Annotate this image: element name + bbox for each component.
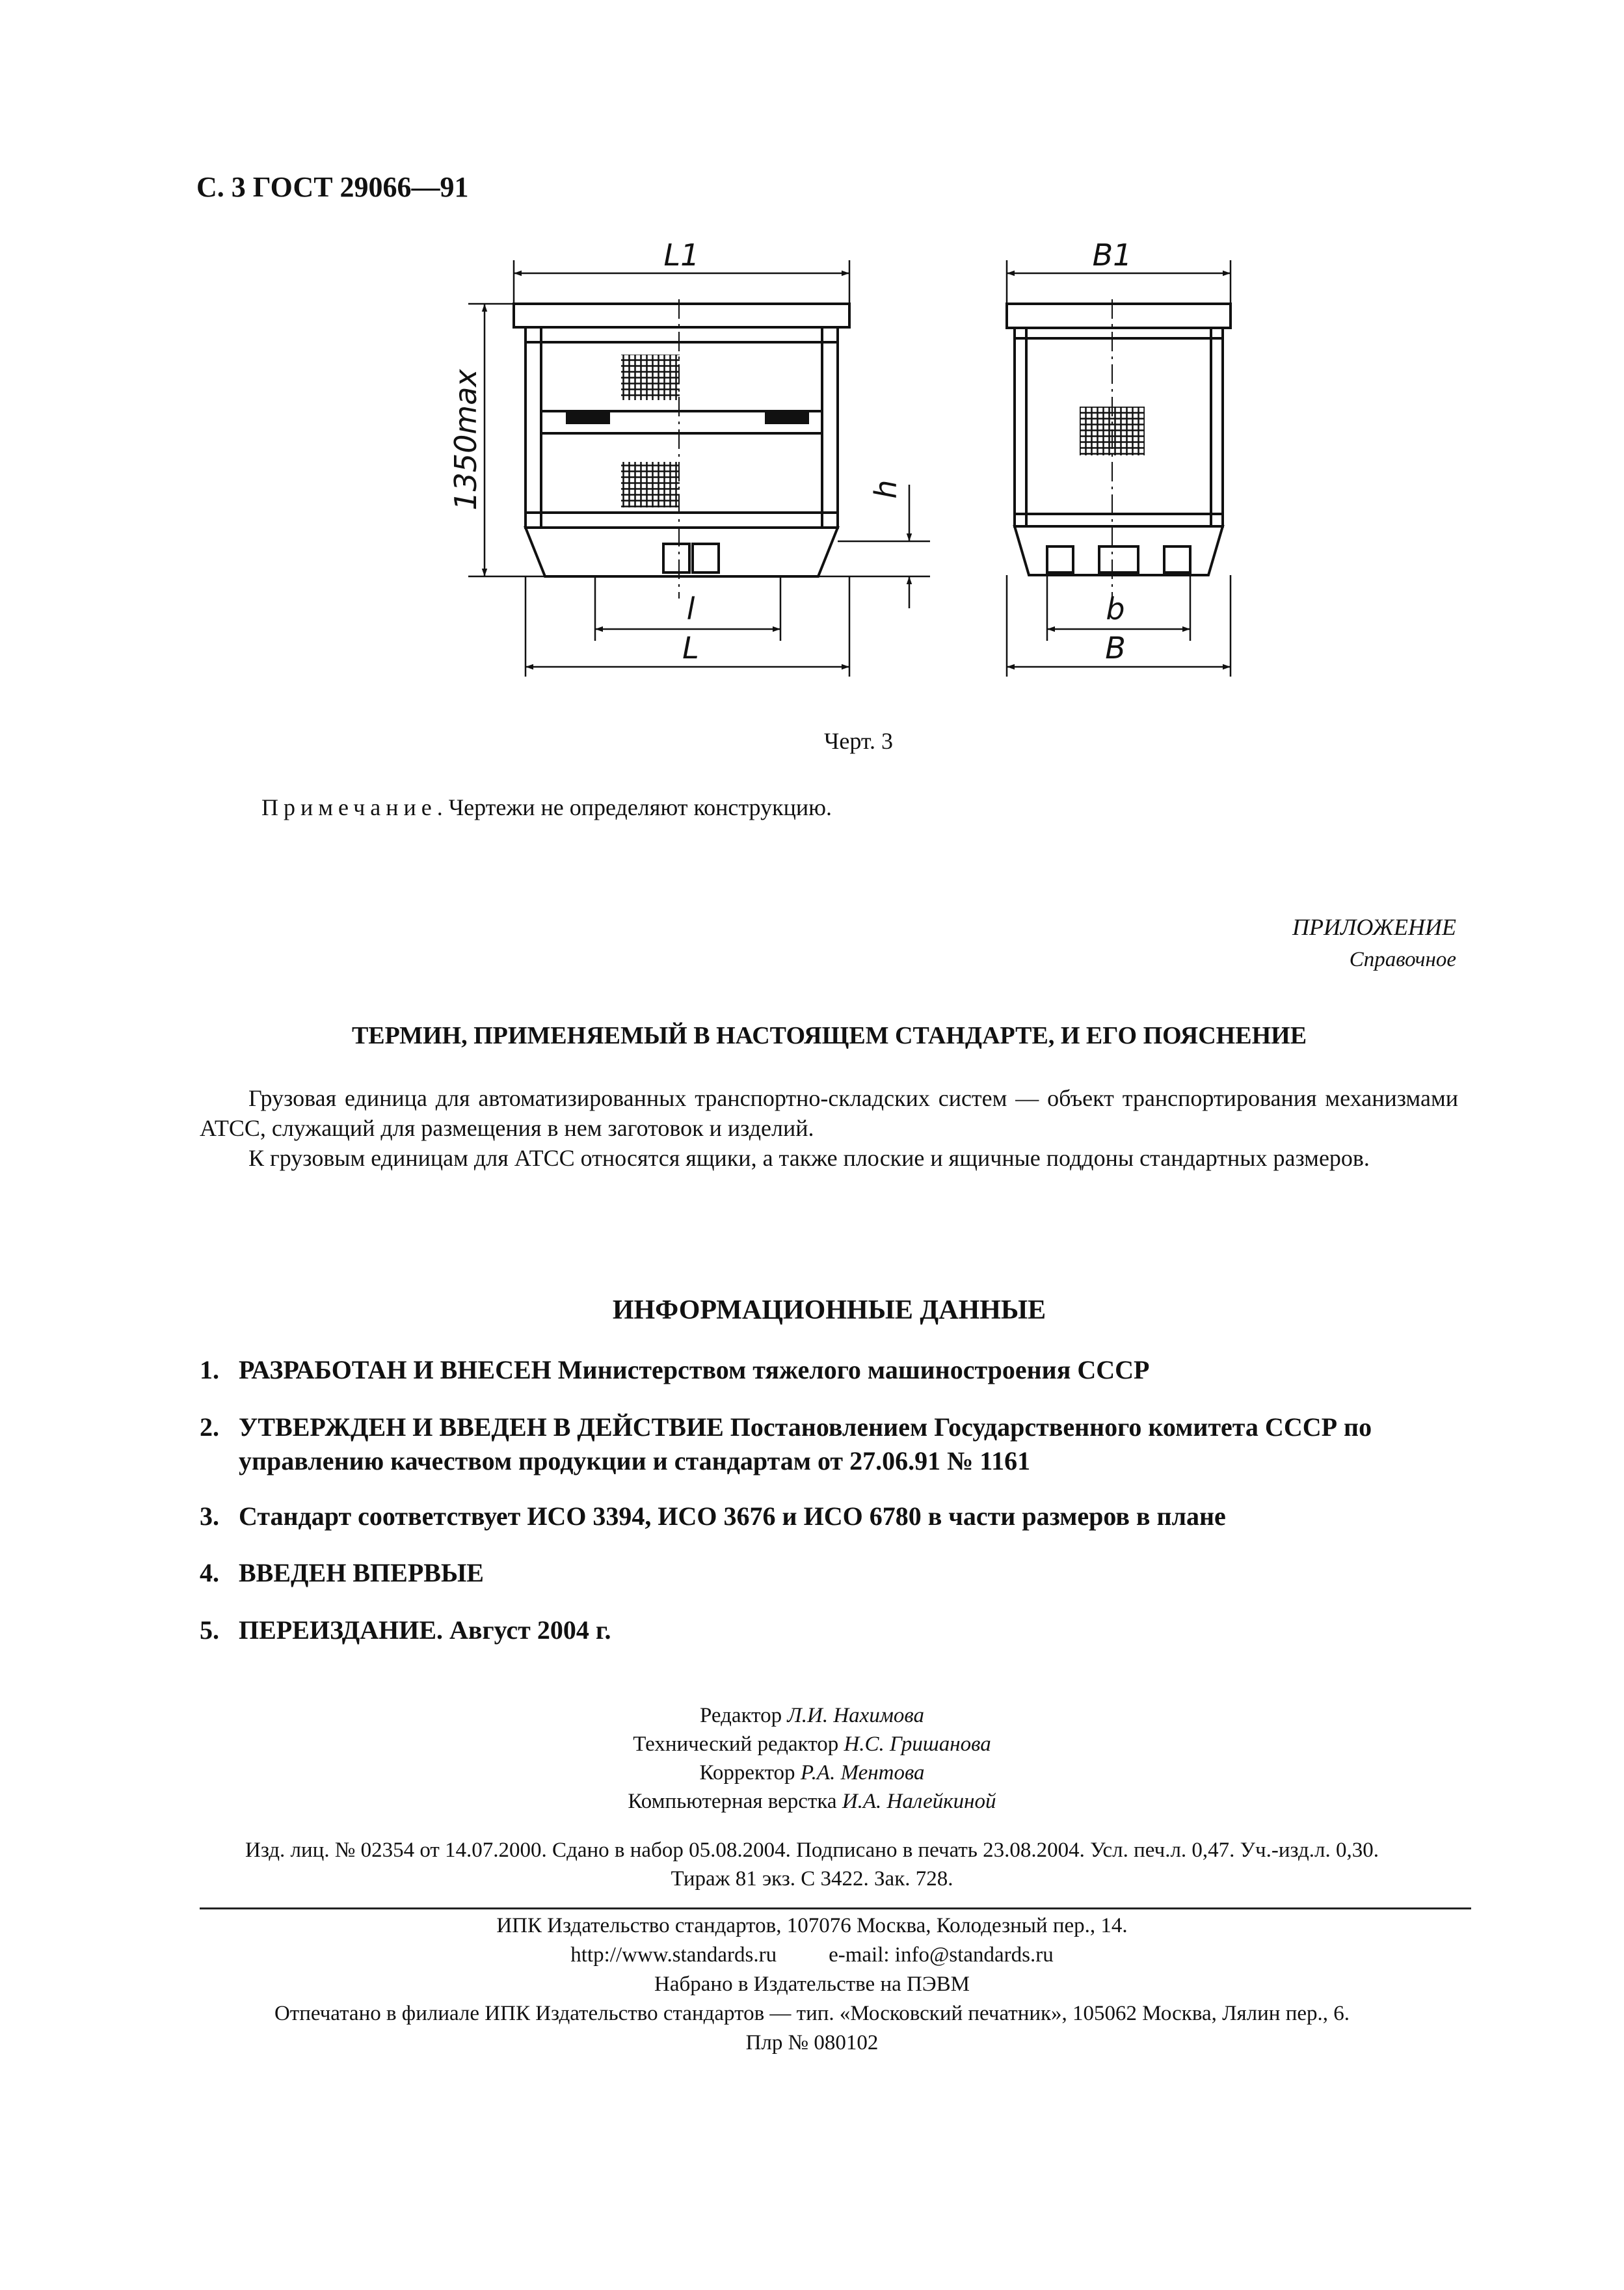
- list-item-number: 5.: [200, 1615, 219, 1645]
- list-item-text: РАЗРАБОТАН И ВНЕСЕН Министерством тяжелого машиностроения СССР: [239, 1355, 1150, 1384]
- dim-h-label: h: [868, 479, 903, 499]
- credit-layout: [0, 1787, 1624, 1816]
- dim-l-label: l: [686, 591, 695, 626]
- credit-editor: [0, 1701, 1624, 1730]
- front-base: [526, 528, 838, 576]
- term-section-title: ТЕРМИН, ПРИМЕНЯЕМЫЙ В НАСТОЯЩЕМ СТАНДАРТЕ, И ЕГО ПОЯСНЕНИЕ: [351, 1022, 1307, 1049]
- front-view: [514, 299, 849, 599]
- term-paragraph: [200, 1083, 1458, 1143]
- dim-L-label: L: [682, 630, 699, 666]
- page-header: С. 3 ГОСТ 29066—91: [196, 171, 469, 203]
- publication-line: Изд. лиц. № 02354 от 14.07.2000. Сдано в набор 05.08.2004. Подписано в печать 23.08.2004. Усл. печ.л. 0,47. Уч.-изд.л. 0,30.: [245, 1839, 1379, 1862]
- technical-drawing: [0, 0, 1624, 722]
- credit-role: Редактор: [700, 1704, 782, 1727]
- list-item: [200, 1613, 1474, 1647]
- list-item-text: Стандарт соответствует ИСО 3394, ИСО 3676 и ИСО 6780 в части размеров в плане: [239, 1502, 1226, 1531]
- footer-license: Плр № 080102: [745, 2031, 879, 2054]
- note-label: Примечание: [261, 794, 437, 820]
- dim-B1-label: B1: [1092, 237, 1132, 273]
- list-item: [200, 1410, 1474, 1478]
- credit-proofreader: [0, 1758, 1624, 1787]
- appendix-label: [1292, 911, 1456, 976]
- website-link[interactable]: http://www.standards.ru: [570, 1943, 777, 1967]
- list-item-text: УТВЕРЖДЕН И ВВЕДЕН В ДЕЙСТВИЕ Постановлением Государственного комитета СССР по управлению качеством продукции и стандартам от 27.06.91 № 1161: [239, 1412, 1372, 1475]
- term-paragraph-text: К грузовым единицам для АТСС относятся ящики, а также плоские и ящичные поддоны стандартных размеров.: [248, 1145, 1370, 1171]
- list-item: [200, 1353, 1474, 1387]
- info-section-title: ИНФОРМАЦИОННЫЕ ДАННЫЕ: [612, 1295, 1046, 1325]
- credit-role: Корректор: [699, 1761, 795, 1785]
- dim-L1-label: L1: [663, 237, 700, 273]
- list-item-text: ВВЕДЕН ВПЕРВЫЕ: [239, 1558, 484, 1587]
- footer-typeset: Набрано в Издательстве на ПЭВМ: [654, 1973, 970, 1996]
- credit-name: Л.И. Нахимова: [787, 1704, 924, 1727]
- credit-role: Компьютерная верстка: [628, 1790, 837, 1813]
- publication-line: Тираж 81 экз. С 3422. Зак. 728.: [671, 1867, 953, 1891]
- footer-contacts: [0, 1943, 1624, 1967]
- appendix-subtitle: Справочное: [1349, 948, 1456, 971]
- list-item-number: 4.: [200, 1558, 219, 1587]
- dim-1350max-label: 1350max: [448, 369, 483, 511]
- list-item-number: 2.: [200, 1412, 219, 1442]
- side-lid: [1007, 304, 1231, 328]
- credit-name: Р.А. Ментова: [800, 1761, 925, 1785]
- side-view: [1007, 299, 1231, 599]
- dim-B-label: B: [1105, 630, 1126, 666]
- term-paragraph: [200, 1143, 1458, 1173]
- note: [261, 794, 832, 821]
- list-item-number: 1.: [200, 1355, 219, 1384]
- credit-role: Технический редактор: [633, 1732, 839, 1756]
- front-lid: [514, 304, 849, 327]
- list-item-number: 3.: [200, 1502, 219, 1531]
- footer-publisher: ИПК Издательство стандартов, 107076 Москва, Колодезный пер., 14.: [496, 1914, 1128, 1937]
- front-dimensions: [468, 260, 930, 677]
- list-item-text: ПЕРЕИЗДАНИЕ. Август 2004 г.: [239, 1615, 611, 1645]
- appendix-title: ПРИЛОЖЕНИЕ: [1292, 914, 1456, 940]
- dim-b-label: b: [1106, 591, 1125, 626]
- credit-name: Н.С. Гришанова: [844, 1732, 991, 1756]
- figure-caption: Черт. 3: [824, 728, 893, 754]
- term-paragraph-text: Грузовая единица для автоматизированных транспортно-складских систем — объект транспортирования механизмами АТСС, служащий для размещения в нем заготовок и изделий.: [200, 1085, 1458, 1141]
- divider: [200, 1907, 1471, 1909]
- credit-name: И.А. Налейкиной: [842, 1790, 996, 1813]
- credit-tech-editor: [0, 1730, 1624, 1758]
- front-body: [526, 327, 838, 528]
- email-link[interactable]: e-mail: info@standards.ru: [829, 1943, 1054, 1967]
- list-item: [200, 1556, 1474, 1590]
- footer-printer: Отпечатано в филиале ИПК Издательство стандартов — тип. «Московский печатник», 105062 Москва, Лялин пер., 6.: [274, 2002, 1350, 2025]
- list-item: [200, 1500, 1474, 1533]
- note-text: . Чертежи не определяют конструкцию.: [436, 794, 832, 820]
